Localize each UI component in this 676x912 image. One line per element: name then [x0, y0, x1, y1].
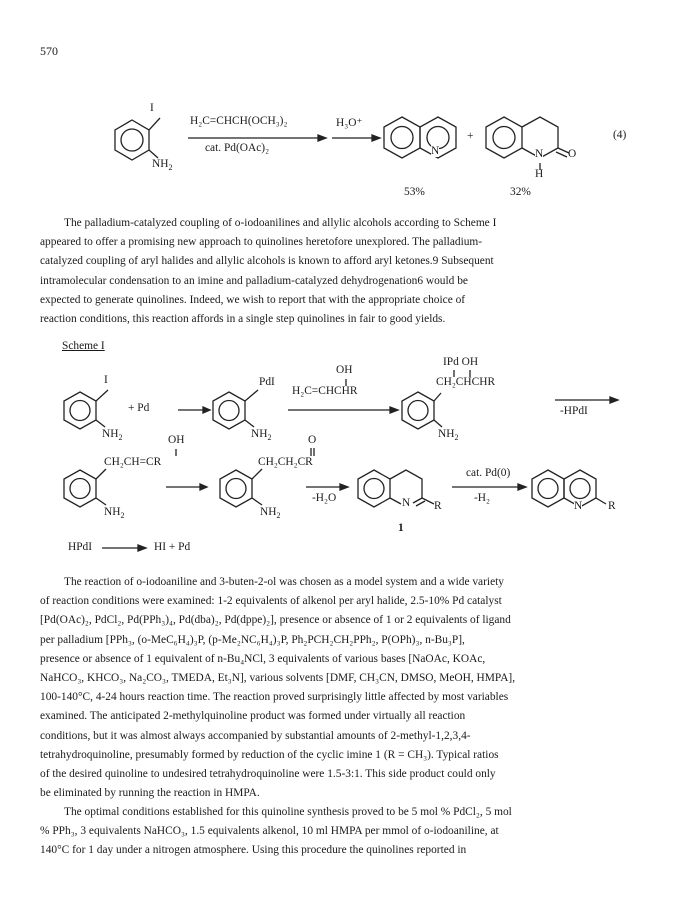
- p2-line: 100-140°C, 4-24 hours reaction time. The reaction proved surprisingly little affected by most variables: [40, 691, 509, 704]
- p1-line: catalyzed coupling of aryl halides and allylic alcohols is known to afford aryl ketones.9 Subsequent: [40, 255, 494, 268]
- s2-ketone: CH₂CH₂CR: [258, 456, 313, 468]
- s2-water: -H₂O: [312, 492, 337, 504]
- s2-imine-circle: [364, 479, 384, 499]
- s1-amine-bond-3: [434, 420, 442, 427]
- s2-imine-r: R: [434, 500, 442, 512]
- s1-plus-pd: + Pd: [128, 402, 150, 414]
- s1-nh2-label-b: $NH_2$: [251, 428, 272, 442]
- s2-oh-label: OH: [168, 434, 185, 446]
- s2-nh2-label-a: $NH_2$: [104, 506, 125, 520]
- s1-pdi-label: PdI: [259, 376, 275, 388]
- p3-line: % PPh₃, 3 equivalents NaHCO₃, 1.5 equivalents alkenol, 10 ml HMPA per mmol of o-iodoaniline, at: [40, 825, 499, 838]
- s1-amine-bond: [96, 420, 105, 427]
- paragraph-1: [40, 214, 646, 329]
- s2-ring-1-circle: [70, 479, 90, 499]
- scheme-title: Scheme I: [62, 340, 105, 352]
- s2-imine-benzo-ring: [358, 470, 390, 507]
- s2-ring-1: [64, 470, 96, 507]
- s3-hpdi: HPdI: [68, 541, 93, 553]
- eq-quinoline-benzo-ring: [384, 117, 420, 158]
- eq-plus: +: [467, 130, 474, 142]
- s2-ch2-bond: [96, 469, 106, 479]
- eq-amine-label: $NH_2$: [152, 158, 173, 172]
- paragraph-3: [40, 803, 646, 861]
- s2-o-label: O: [308, 434, 317, 446]
- eq-reactant-ring: [115, 120, 149, 160]
- s2-amine-bond-2: [252, 498, 262, 505]
- eq-lactam-h: H: [535, 168, 544, 180]
- s1-pd-bond: [245, 390, 258, 401]
- eq-reactant-aromatic-circle: [121, 129, 143, 151]
- s1-nh2-label-a: $NH_2$: [102, 428, 123, 442]
- p1-line: expected to generate quinolines. Indeed, we wish to report that with the appropriate choice of: [40, 293, 466, 306]
- eq-iodo-label: I: [150, 102, 154, 114]
- eq-amine-bond: [149, 150, 158, 158]
- eq-number: (4): [613, 129, 627, 141]
- s2-imine-n: N: [402, 497, 411, 509]
- eq-lactam-benzo-ring: [486, 117, 522, 158]
- s2-ring-2: [220, 470, 252, 507]
- eq-lactam-n: N: [535, 148, 544, 160]
- paragraph-2: [40, 573, 646, 803]
- s1-iodo-label: I: [104, 374, 108, 386]
- p2-line: of reaction conditions were examined: 1-2 equivalents of alkenol per aryl halide, 2.5-10% Pd catalyst: [40, 595, 502, 608]
- s2-imine-ring-top: [390, 470, 422, 498]
- s2-imine-r-bond: [422, 498, 434, 504]
- eq-arrow-2-head: [372, 135, 380, 141]
- s2-h2: -H₂: [474, 492, 490, 504]
- s1-ring-2-circle: [219, 401, 239, 421]
- p2-line: examined. The anticipated 2-methylquinoline product was formed under virtually all reaction: [40, 710, 466, 723]
- eq-arrow-1-head: [318, 135, 326, 141]
- s1-amine-bond-2: [245, 420, 254, 427]
- p2-line: tetrahydroquinoline, presumably formed by reduction of the cyclic imine 1 (R = CH₃). Typical ratios: [40, 748, 499, 761]
- s1-elim-hpdi: -HPdI: [560, 405, 588, 417]
- eq-quinoline-n: N: [431, 145, 440, 157]
- s2-quin-n: N: [574, 500, 583, 512]
- p2-line: The reaction of o-iodoaniline and 3-buten-2-ol was chosen as a model system and a wide variety: [64, 576, 504, 588]
- s1-iodo-bond: [96, 390, 108, 401]
- s2-imine-cn-2: [416, 501, 425, 506]
- s2-cat-pd0: cat. Pd(0): [466, 467, 511, 479]
- s2-quin-benzo: [532, 470, 564, 507]
- eq-lactam-o: O: [568, 148, 577, 160]
- p1-line: intramolecular condensation to an imine and palladium-catalyzed dehydrogenation6 would be: [40, 274, 468, 287]
- s2-quin-r-bond: [596, 498, 606, 504]
- s2-imine-cn-1: [413, 498, 422, 503]
- p1-line: appeared to offer a promising new approach to quinolines heretofore unexplored. The palladium-: [40, 236, 483, 249]
- s2-ch2-bond-2: [252, 469, 262, 479]
- s1-nh2-label-c: $NH_2$: [438, 428, 459, 442]
- s1-ring-1: [64, 392, 96, 429]
- s2-nh2-label-b: $NH_2$: [260, 506, 281, 520]
- s2-amine-bond: [96, 498, 106, 505]
- eq-quinoline-circle-1: [391, 127, 413, 149]
- eq-yield-2: 32%: [510, 186, 531, 198]
- p2-line: NaHCO₃, KHCO₃, Na₂CO₃, TMEDA, Et₃N], various solvents [DMF, CH₃CN, DMSO, MeOH, HMPA],: [40, 672, 516, 685]
- s1-oh-label: OH: [336, 364, 353, 376]
- s1-ch2-bond: [434, 393, 441, 401]
- s1-ring-3: [402, 392, 434, 429]
- s2-quin-r: R: [608, 500, 616, 512]
- s3-hi-pd: HI + Pd: [154, 541, 191, 553]
- s2-quin-circle-1: [538, 479, 558, 499]
- s1-ring-2: [213, 392, 245, 429]
- eq-carbonyl-bond-2: [556, 152, 567, 157]
- p3-line: The optimal conditions established for this quinoline synthesis proved to be 5 mol % PdCl₂, 5 mol: [64, 806, 512, 818]
- s1-ring-3-circle: [408, 401, 428, 421]
- s2-quin-circle-2: [570, 479, 590, 499]
- s2-enol: CH₂CH=CR: [104, 456, 162, 468]
- eq-iodo-bond: [149, 118, 160, 130]
- p3-line: 140°C for 1 day under a nitrogen atmosphere. Using this procedure the quinolines reported in: [40, 844, 467, 857]
- eq-hydrolysis: H₃O⁺: [336, 117, 363, 129]
- page-number: 570: [40, 44, 58, 58]
- p1-line: The palladium-catalyzed coupling of o-iodoanilines and allylic alcohols according to Scheme I: [64, 217, 497, 229]
- p2-line: presence or absence of 1 equivalent of n-Bu₄NCl, 3 equivalents of various bases [NaOAc, KOAc,: [40, 652, 486, 665]
- p2-line: [Pd(OAc)₂, PdCl₂, Pd(PPh₃)₄, Pd(dba)₂, Pd(dppe)₂], presence or absence of 1 or 2 equivalents of ligand: [40, 614, 511, 627]
- eq-yield-1: 53%: [404, 186, 425, 198]
- p2-line: conditions, but it was almost always accompanied by substantial amounts of 2-methyl-1,2,3,4-: [40, 729, 471, 742]
- eq-reagent-top: H₂C=CHCH(OCH₃)₂: [190, 115, 288, 127]
- p2-line: per palladium [PPh₃, (o-MeC₆H₄)₃P, (p-Me₂NC₆H₄)₃P, Ph₂PCH₂CH₂PPh₂, P(OPh)₃, n-Bu₃P],: [40, 633, 465, 646]
- eq-reagent-bottom: cat. Pd(OAc)₂: [205, 142, 270, 154]
- s2-ring-2-circle: [226, 479, 246, 499]
- p2-line: of the desired quinoline to undesired tetrahydroquinoline were 1.5-3:1. This side product could only: [40, 768, 496, 781]
- p1-line: reaction conditions, this reaction affords in a single step quinolines in fair to good yields.: [40, 313, 446, 326]
- s2-imine-nbond: [390, 498, 401, 504]
- s1-alcohol: H₂C=CHCHR: [292, 385, 358, 397]
- s1-ipd-oh: IPd OH: [443, 356, 479, 368]
- s1-ring-1-circle: [70, 401, 90, 421]
- eq-lactam-circle: [493, 127, 515, 149]
- s2-compound-1: 1: [398, 522, 404, 534]
- s1-ch2chchr: CH₂CHCHR: [436, 376, 496, 388]
- p2-line: be eliminated by running the reaction in HMPA.: [40, 787, 260, 800]
